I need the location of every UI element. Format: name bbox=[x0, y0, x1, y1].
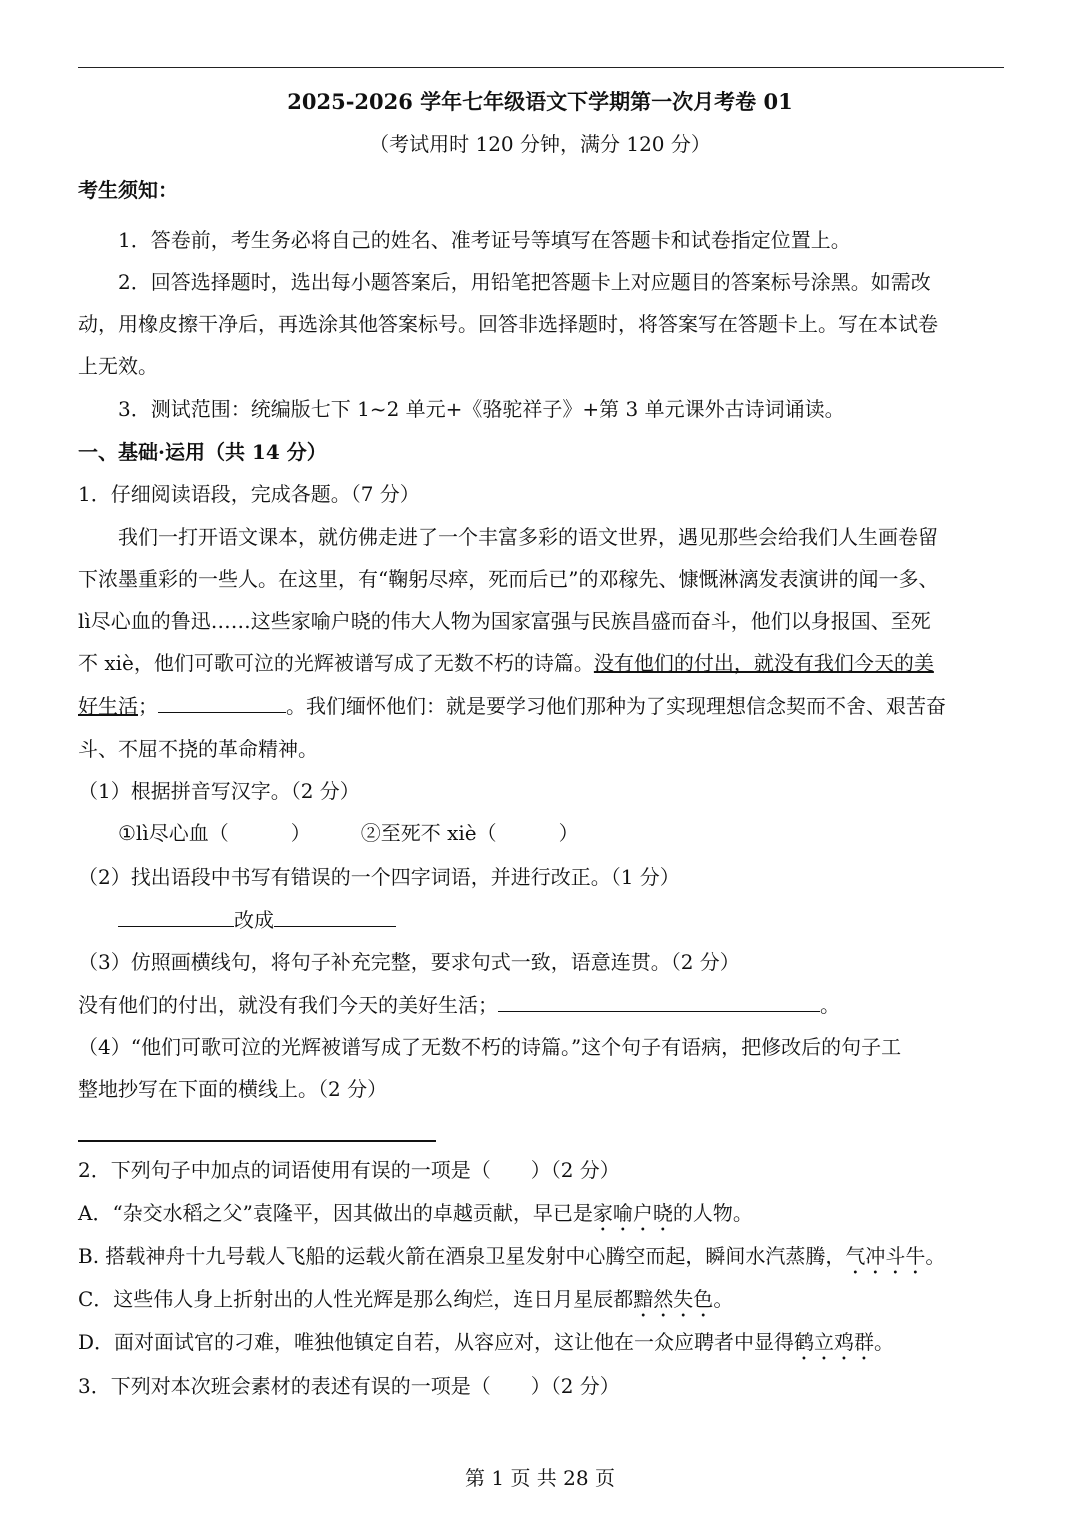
option-1-label: ①lì尽心血（ bbox=[118, 821, 229, 845]
dotted-word-c: 黯然失色 bbox=[633, 1287, 714, 1311]
imitation-prompt: 没有他们的付出，就没有我们今天的美好生活； bbox=[78, 993, 498, 1017]
q1-passage-line-2: 下浓墨重彩的一些人。在这里，有“鞠躬尽瘁，死而后已”的邓稼先、慷慨淋漓发表演讲的闻一多、 bbox=[78, 567, 939, 591]
option-b-text: B. 搭载神舟十九号载人飞船的运载火箭在酒泉卫星发射中心腾空而起，瞬间水汽蒸腾， bbox=[78, 1244, 846, 1268]
page-subtitle: （考试用时 120 分钟，满分 120 分） bbox=[369, 132, 711, 156]
q1-sub-4-line-1: （4）“他们可歌可泣的光辉被谱写成了无数不朽的诗篇。”这个句子有语病，把修改后的句子工 bbox=[78, 1035, 902, 1059]
passage-text-rest: 。我们缅怀他们：就是要学习他们那种为了实现理想信念契而不舍、艰苦奋 bbox=[286, 694, 946, 718]
passage-text: 不 xiè，他们可歌可泣的光辉被谱写成了无数不朽的诗篇。 bbox=[78, 651, 594, 675]
passage-blank[interactable] bbox=[158, 690, 286, 713]
page-title: 2025-2026 学年七年级语文下学期第一次月考卷 01 bbox=[287, 89, 793, 114]
imitation-blank[interactable] bbox=[498, 989, 820, 1012]
q1-sub-2-answer bbox=[118, 900, 618, 940]
q1-sub-1-options bbox=[118, 813, 818, 853]
dotted-word-d: 鹤立鸡群 bbox=[794, 1330, 875, 1354]
correct-word-blank[interactable] bbox=[274, 904, 396, 927]
option-c-tail: 。 bbox=[713, 1287, 734, 1311]
top-rule bbox=[78, 67, 1004, 68]
option-1-close: ） bbox=[290, 821, 311, 845]
option-2-label: ②至死不 xiè（ bbox=[360, 821, 497, 845]
option-c-text: C．这些伟人身上折射出的人性光辉是那么绚烂，连日月星辰都 bbox=[78, 1287, 634, 1311]
option-2-close: ） bbox=[558, 821, 579, 845]
underlined-sentence-end: 好生活 bbox=[78, 694, 138, 718]
passage-separator: ； bbox=[138, 694, 158, 718]
section-1-heading: 一、基础·运用（共 14 分） bbox=[78, 440, 327, 464]
notice-heading: 考生须知： bbox=[78, 178, 178, 202]
dotted-word-a: 家喻户晓 bbox=[592, 1201, 673, 1225]
q1-sub-2: （2）找出语段中书写有错误的一个四字词语，并进行改正。（1 分） bbox=[78, 865, 680, 889]
notice-item-1: 1．答卷前，考生务必将自己的姓名、准考证号等填写在答题卡和试卷指定位置上。 bbox=[118, 228, 851, 252]
q1-passage-line-1: 我们一打开语文课本，就仿佛走进了一个丰富多彩的语文世界，遇见那些会给我们人生画卷留 bbox=[118, 525, 938, 549]
wrong-word-blank[interactable] bbox=[118, 904, 234, 927]
q2-option-b[interactable] bbox=[78, 1236, 1004, 1279]
notice-item-2-line-1: 2．回答选择题时，选出每小题答案后，用铅笔把答题卡上对应题目的答案标号涂黑。如需改 bbox=[118, 270, 931, 294]
q2-option-d[interactable] bbox=[78, 1322, 1004, 1365]
page-footer: 第 1 页 共 28 页 bbox=[465, 1466, 615, 1490]
q2-option-c[interactable] bbox=[78, 1279, 1004, 1322]
option-d-tail: 。 bbox=[874, 1330, 895, 1354]
option-b-tail: 。 bbox=[925, 1244, 946, 1268]
change-to-label: 改成 bbox=[234, 908, 274, 932]
q3-stem: 3．下列对本次班会素材的表述有误的一项是（ ）（2 分） bbox=[78, 1374, 620, 1398]
option-d-text: D．面对面试官的刁难，唯独他镇定自若，从容应对，这让他在一众应聘者中显得 bbox=[78, 1330, 795, 1354]
q1-sub-3: （3）仿照画横线句，将句子补充完整，要求句式一致，语意连贯。（2 分） bbox=[78, 950, 740, 974]
q1-passage-line-5 bbox=[78, 686, 1004, 726]
option-a-tail: 的人物。 bbox=[672, 1201, 753, 1225]
q2-stem: 2．下列句子中加点的词语使用有误的一项是（ ）（2 分） bbox=[78, 1158, 620, 1182]
q1-stem: 1．仔细阅读语段，完成各题。（7 分） bbox=[78, 482, 420, 506]
q1-passage-line-4 bbox=[78, 643, 1004, 683]
notice-item-2-line-2: 动，用橡皮擦干净后，再选涂其他答案标号。回答非选择题时，将答案写在答题卡上。写在本试卷 bbox=[78, 312, 938, 336]
q1-sub-1: （1）根据拼音写汉字。（2 分） bbox=[78, 779, 360, 803]
q1-passage-line-6: 斗、不屈不挠的革命精神。 bbox=[78, 737, 318, 761]
notice-item-2-line-3: 上无效。 bbox=[78, 354, 158, 378]
q1-passage-line-3: lì尽心血的鲁迅……这些家喻户晓的伟大人物为国家富强与民族昌盛而奋斗，他们以身报国、至死 bbox=[78, 609, 931, 633]
q1-sub-4-line-2: 整地抄写在下面的横线上。（2 分） bbox=[78, 1077, 388, 1101]
dotted-word-b: 气冲斗牛 bbox=[845, 1244, 926, 1268]
underlined-sentence: 没有他们的付出，就没有我们今天的美 bbox=[593, 651, 934, 675]
imitation-end: 。 bbox=[820, 993, 840, 1017]
notice-item-3: 3．测试范围：统编版七下 1~2 单元+《骆驼祥子》+第 3 单元课外古诗词诵读。 bbox=[118, 397, 845, 421]
q1-sub-3-answer bbox=[78, 985, 1004, 1025]
q1-sub-4-answer-line[interactable] bbox=[78, 1140, 436, 1142]
q2-option-a[interactable] bbox=[78, 1193, 1004, 1236]
option-a-text: A．“杂交水稻之父”袁隆平，因其做出的卓越贡献，早已是 bbox=[78, 1201, 593, 1225]
